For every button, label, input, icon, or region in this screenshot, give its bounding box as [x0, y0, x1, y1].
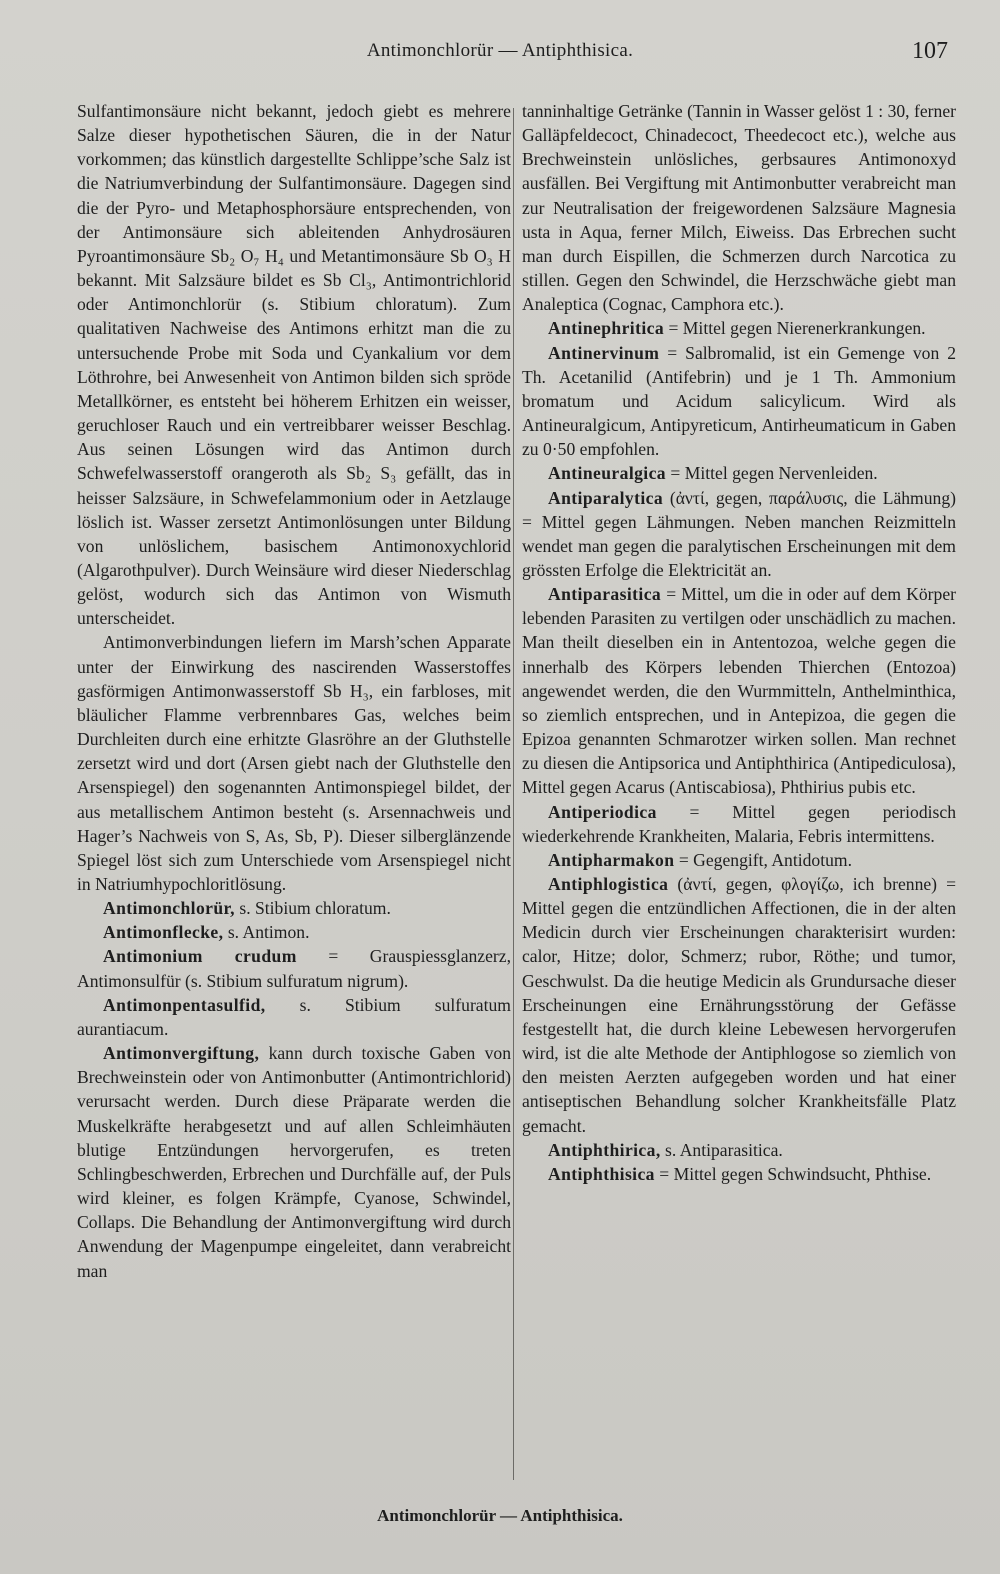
entry-text: s. Antiparasitica.	[660, 1139, 783, 1160]
paragraph: Antimonverbindungen liefern im Marsh’schen Apparate unter der Einwirkung des nascirenden Wasserstoffes gasförmigen Antimonwasserstoff Sb H₃, ein farbloses, mit bläulicher Flamme verbrennbares Gas, welches beim Durchleiten durch eine erhitzte Glasröhre an der Gluthstelle zersetzt wird und dort (Arsen giebt nach der Gluthstelle den Arsenspiegel) den sogenannten Antimonspiegel bildet, der aus metallischem Antimon besteht (s. Arsennachweis und Hager’s Nachweis von S, As, Sb, P). Dieser silberglänzende Spiegel löst sich zum Unterschiede vom Arsenspiegel nicht in Natriumhypochloritlösung.	[77, 632, 511, 894]
entry-text: (ἀντί, gegen, φλογίζω, ich brenne) = Mittel gegen die entzündlichen Affectionen, die in der alten Medicin durch vier Erscheinungen charakterisirt wurden: calor, Hitze; dolor, Schmerz; rubor, Röthe; und tumor, Geschwulst. Da die heutige Medicin als Grundursache dieser Erscheinungen eine Ernährungsstörung der Gefässe festgestellt hat, die durch kleine Lebewesen hervorgerufen wird, ist die alte Methode der Antiphlogose so ziemlich von den meisten Aerzten aufgegeben worden und hat einer antiseptischen Behandlung solcher Krankheitsfälle Platz gemacht.	[522, 874, 956, 1136]
entry-text: s. Stibium sulfuratum aurantiacum.	[77, 994, 511, 1039]
dictionary-entry	[77, 896, 511, 920]
entry-term: Antiparasitica	[548, 584, 662, 605]
dictionary-entry	[522, 1162, 956, 1186]
dictionary-entry	[522, 461, 956, 485]
column-divider	[513, 108, 514, 1480]
page-number: 107	[912, 38, 948, 64]
entry-term: Antiperiodica	[548, 801, 657, 822]
dictionary-entry	[522, 486, 956, 583]
entry-term: Antipharmakon	[548, 849, 675, 870]
entry-term: Antimonpentasulfid,	[103, 994, 266, 1015]
entry-text: kann durch toxische Gaben von Brechweinstein oder von Antimonbutter (Antimontrichlorid) verursacht werden. Durch diese Präparate werden die Muskelkräfte herabgesetzt und auf allen Schleimhäuten blutige Entzündungen hervorgerufen, es treten Schlingbeschwerden, Erbrechen und Durchfälle auf, der Puls wird kleiner, es folgen Krämpfe, Cyanose, Schwindel, Collaps. Die Behandlung der Antimonvergiftung wird durch Anwendung der Magenpumpe eingeleitet, dann verabreicht man	[77, 1043, 511, 1281]
entry-text: = Mittel gegen periodisch wiederkehrende Krankheiten, Malaria, Febris intermittens.	[522, 801, 956, 846]
entry-text: = Mittel gegen Schwindsucht, Phthise.	[654, 1163, 932, 1184]
entry-term: Antiphthirica,	[548, 1139, 661, 1160]
entry-term: Antimonflecke,	[103, 922, 224, 943]
entry-term: Antinephritica	[548, 318, 665, 339]
dictionary-entry	[522, 316, 956, 340]
dictionary-entry	[77, 1041, 511, 1283]
paragraph: tanninhaltige Getränke (Tannin in Wasser gelöst 1 : 30, ferner Galläpfeldecoct, Chinadecoct, Theedecoct etc.), welche aus Brechweinstein unlösliches, gerbsaures Antimonoxyd ausfällen. Bei Vergiftung mit Antimonbutter verabreicht man zur Neutralisation der freigewordenen Salzsäure Magnesia usta in Aqua, ferner Milch, Eiweiss. Das Erbrechen sucht man durch Eispillen, die Schmerzen durch Narcotica zu stillen. Gegen den Schwindel, die Herzschwäche giebt man Analeptica (Cognac, Camphora etc.).	[522, 101, 956, 315]
running-footer: Antimonchlorür — Antiphthisica.	[377, 1506, 623, 1525]
entry-term: Antiphthisica	[548, 1163, 655, 1184]
dictionary-entry	[522, 341, 956, 462]
dictionary-entry	[77, 993, 511, 1041]
dictionary-entry	[522, 800, 956, 848]
entry-term: Antiparalytica	[548, 487, 664, 508]
entry-text: = Mittel, um die in oder auf dem Körper lebenden Parasiten zu vertilgen oder unschädlich zu machen. Man theilt dieselben ein in Antentozoa, welche gegen die innerhalb des Körpers lebenden Thierchen (Entozoa) angewendet werden, die den Wurmmitteln, Anthelminthica, so ziemlich entsprechen, und in Antepizoa, die gegen die Epizoa genannten Schmarotzer wirken sollen. Man rechnet zu diesen die Antipsorica und Antiphthirica (Antipediculosa), Mittel gegen Acarus (Antiscabiosa), Phthirius pubis etc.	[522, 584, 956, 798]
left-column	[77, 99, 511, 1283]
entry-text: = Mittel gegen Nervenleiden.	[666, 463, 878, 484]
dictionary-entry	[522, 848, 956, 872]
dictionary-entry	[77, 944, 511, 992]
entry-term: Antimonchlorür,	[103, 898, 235, 919]
dictionary-entry	[522, 1138, 956, 1162]
right-column	[522, 99, 956, 1186]
entry-text: = Gegengift, Antidotum.	[674, 849, 852, 870]
entry-text: (ἀντί, gegen, παράλυσις, die Lähmung) = Mittel gegen Lähmungen. Neben manchen Reizmitteln wendet man gegen die paralytischen Erscheinungen mit dem grössten Erfolge die Elektricität an.	[522, 487, 956, 580]
entry-text: = Salbromalid, ist ein Gemenge von 2 Th. Acetanilid (Antifebrin) und je 1 Th. Ammonium bromatum und Acidum salicylicum. Wird als Antineuralgicum, Antipyreticum, Antirheumaticum in Gaben zu 0·50 empfohlen.	[522, 342, 956, 460]
entry-term: Antineuralgica	[548, 463, 667, 484]
entry-term: Antimonium crudum	[103, 946, 297, 967]
entry-term: Antinervinum	[548, 342, 660, 363]
paragraph: Sulfantimonsäure nicht bekannt, jedoch giebt es mehrere Salze dieser hypothetischen Säuren, die in der Natur vorkommen; das künstlich dargestellte Schlippe’sche Salz ist die Natriumverbindung der Sulfantimonsäure. Dagegen sind die der Pyro- und Metaphosphorsäure entsprechenden, von der Antimonsäure sich ableitenden Anhydrosäuren Pyroantimonsäure Sb₂ O₇ H₄ und Metantimonsäure Sb O₃ H bekannt. Mit Salzsäure bildet es Sb Cl₃, Antimontrichlorid oder Antimonchlorür (s. Stibium chloratum). Zum qualitativen Nachweise des Antimons erhitzt man die zu untersuchende Probe mit Soda und Cyankalium vor dem Löthrohre, bei Anwesenheit von Antimon bilden sich spröde Metallkörner, es entsteht bei höherem Erhitzen ein weisser, geruchloser Rauch und ein vertreibbarer weisser Beschlag. Aus seinen Lösungen wird das Antimon durch Schwefelwasserstoff orangeroth als Sb₂ S₃ gefällt, das in heisser Salzsäure, in Schwefelammonium oder in Aetzlauge löslich ist. Wasser zersetzt Antimonlösungen unter Bildung von unlöslichem, basischem Antimonoxychlorid (Algarothpulver). Durch Weinsäure wird dieser Niederschlag gelöst, wodurch sich das Antimon von Wismuth unterscheidet.	[77, 101, 511, 629]
entry-text: = Mittel gegen Nierenerkrankungen.	[664, 318, 926, 339]
entry-text: s. Stibium chloratum.	[234, 898, 391, 919]
dictionary-entry	[522, 872, 956, 1138]
entry-text: s. Antimon.	[223, 922, 310, 943]
entry-term: Antimonvergiftung,	[103, 1043, 260, 1064]
running-header: Antimonchlorür — Antiphthisica.	[366, 40, 634, 61]
entry-term: Antiphlogistica	[548, 874, 669, 894]
dictionary-entry	[77, 920, 511, 944]
entry-text: = Grauspiessglanzerz, Antimonsulfür (s. Stibium sulfuratum nigrum).	[77, 946, 511, 991]
dictionary-entry	[522, 582, 956, 799]
